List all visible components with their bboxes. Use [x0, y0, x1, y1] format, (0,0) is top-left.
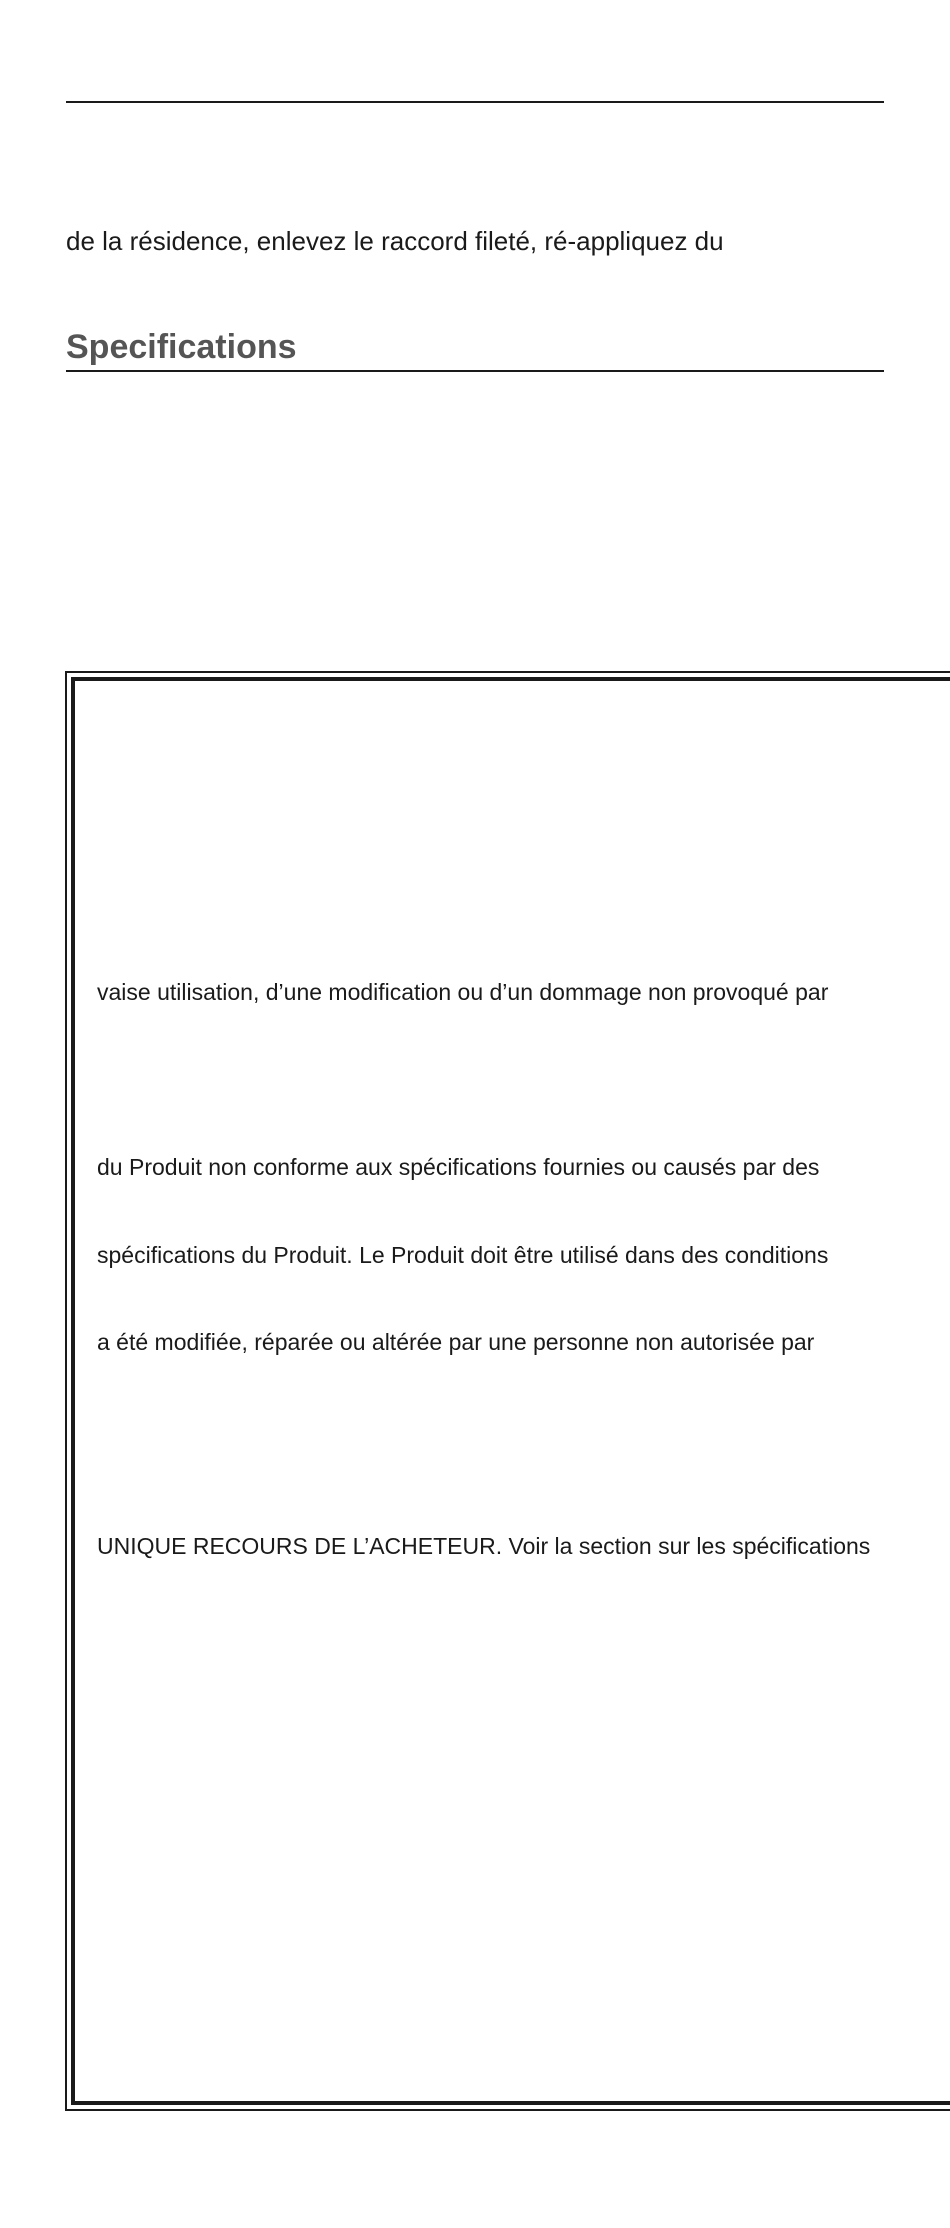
warranty-text-line: spécifications du Produit. Le Produit doit être utilisé dans des conditions	[97, 1242, 829, 1268]
warranty-box-inner-border	[71, 677, 950, 2105]
warranty-text-line: a été modifiée, réparée ou altérée par une personne non autorisée par	[97, 1329, 815, 1355]
top-divider	[66, 101, 884, 103]
intro-text: de la résidence, enlevez le raccord fileté, ré-appliquez du	[66, 226, 724, 256]
specifications-section-heading	[66, 326, 884, 372]
warranty-text-line: vaise utilisation, d’une modification ou d’un dommage non provoqué par	[97, 979, 829, 1005]
warranty-text-line: UNIQUE RECOURS DE L’ACHETEUR. Voir la section sur les spécifications	[97, 1533, 871, 1559]
specifications-heading-label: Specifications	[66, 328, 297, 366]
warranty-box	[65, 671, 950, 2111]
warranty-text-line: du Produit non conforme aux spécifications fournies ou causés par des	[97, 1154, 820, 1180]
